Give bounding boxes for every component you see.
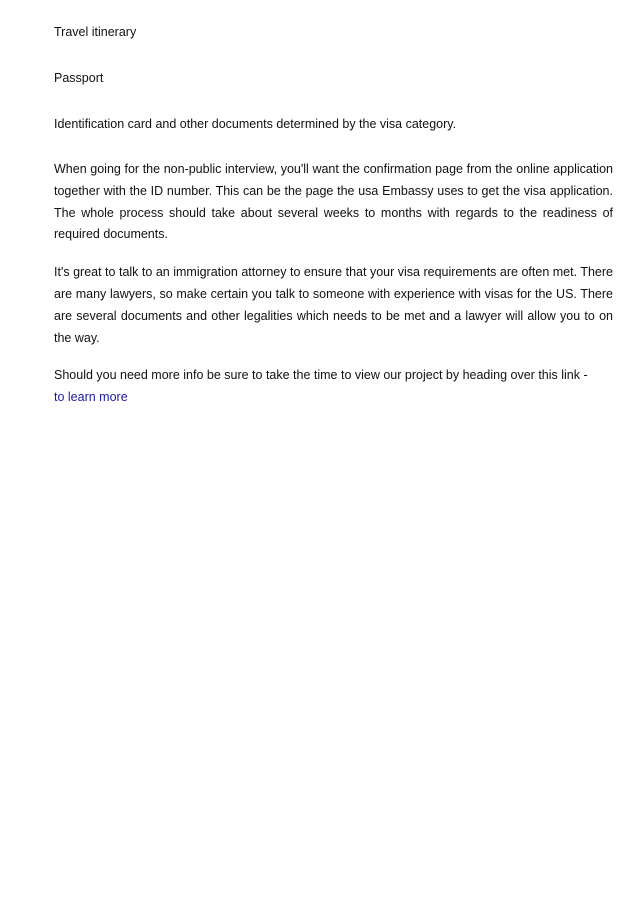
learn-more-link[interactable]: to learn more xyxy=(54,390,128,405)
paragraph-attorney: It's great to talk to an immigration attorney to ensure that your visa requirements are often met. There are many lawyers, so make certain you talk to someone with experience with visas for the US. There are several documents and other legalities which needs to be met and a lawyer will allow you to on the way. xyxy=(54,265,613,345)
paragraph-more-info xyxy=(54,365,613,409)
document-page xyxy=(54,21,613,409)
list-item-travel-itinerary: Travel itinerary xyxy=(54,25,137,39)
paragraph-interview: When going for the non-public interview, you'll want the confirmation page from the online application together with the ID number. This can be the page the usa Embassy uses to get the visa application. The whole process should take about several weeks to months with regards to the readiness of required documents. xyxy=(54,162,613,242)
more-info-text: Should you need more info be sure to take the time to view our project by heading over this link - xyxy=(54,368,588,383)
list-item-passport: Passport xyxy=(54,71,104,85)
list-item-identification-card: Identification card and other documents determined by the visa category. xyxy=(54,117,457,131)
